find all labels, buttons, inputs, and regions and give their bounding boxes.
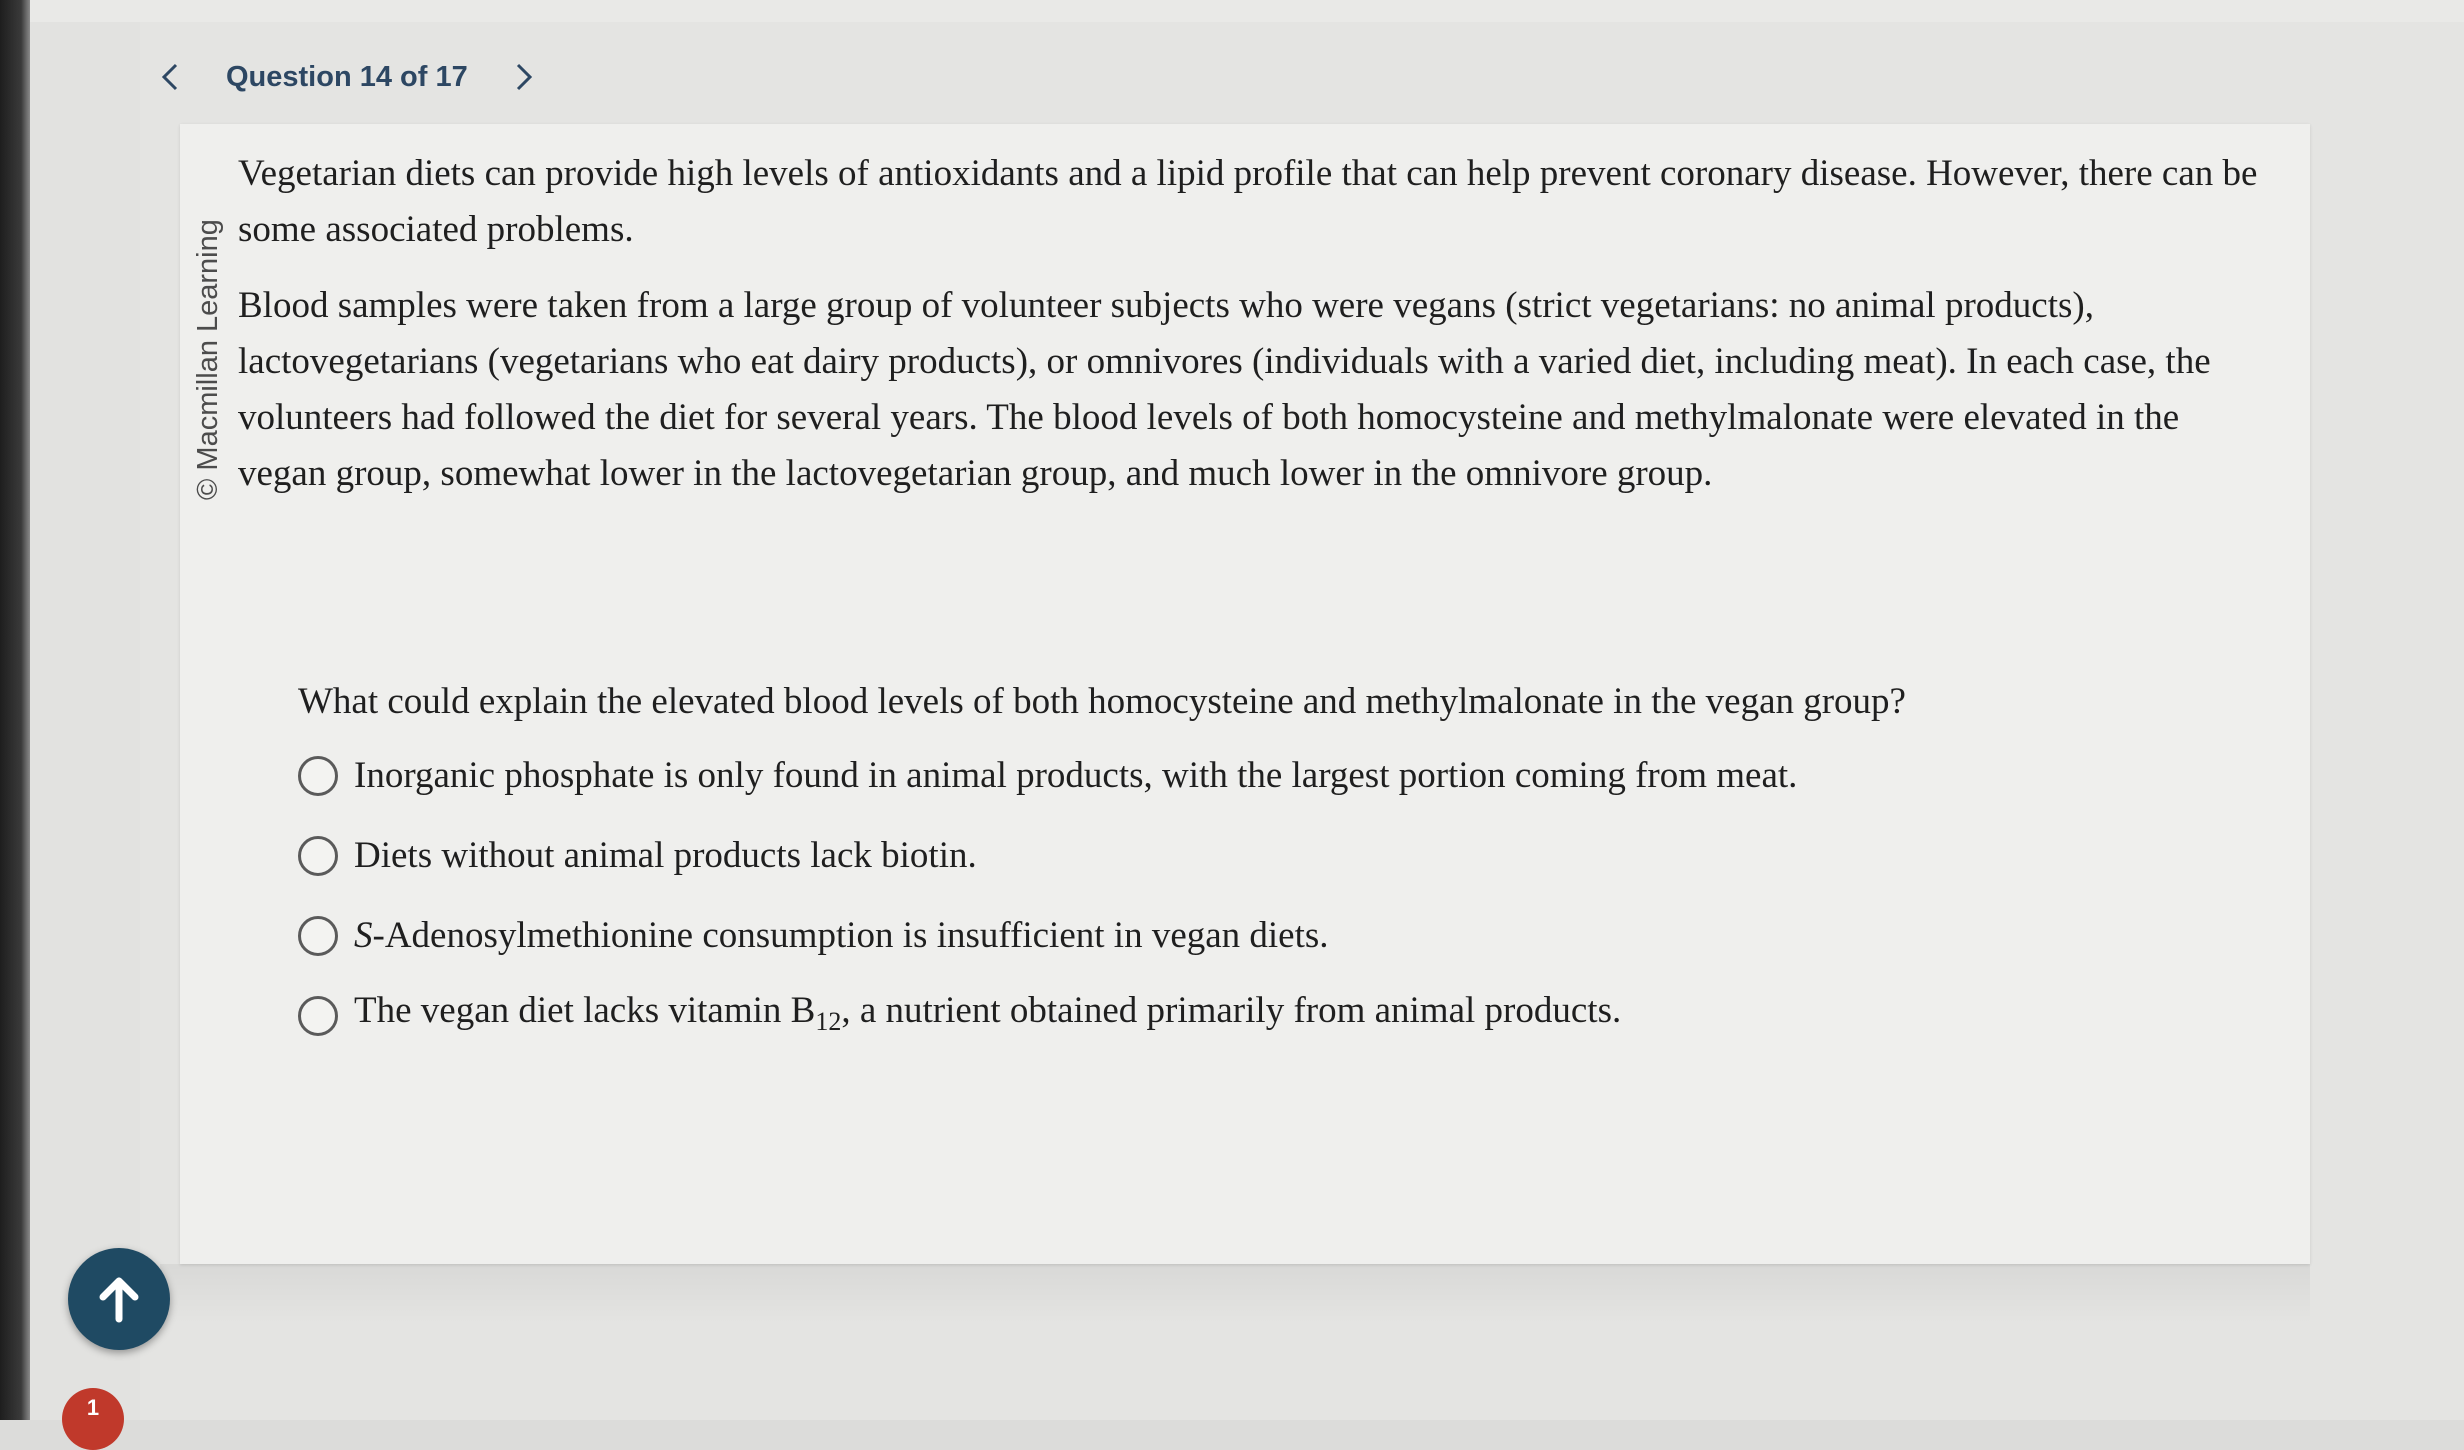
answer-option-3[interactable]	[298, 902, 2198, 970]
answer-option-after: , a nutrient obtained primarily from animal products.	[841, 989, 1622, 1031]
notification-badge[interactable]: 1	[62, 1388, 124, 1450]
answer-option-text	[354, 985, 1621, 1048]
copyright-label	[186, 160, 230, 500]
passage-paragraph-2: Blood samples were taken from a large group of volunteer subjects who were vegans (strict vegetarians: no animal products), lactovegetarians (vegetarians who eat dairy products), or omnivores (individuals with a varied diet, including meat). In each case, the volunteers had followed the diet for several years. The blood levels of both homocysteine and methylmalonate were elevated in the vegan group, somewhat lower in the lactovegetarian group, and much lower in the omnivore group.	[238, 285, 2211, 494]
chevron-left-icon[interactable]	[150, 57, 190, 97]
answer-option-1[interactable]	[298, 742, 2198, 810]
question-navigation	[150, 52, 544, 102]
question-prompt: What could explain the elevated blood levels of both homocysteine and methylmalonate in the vegan group?	[298, 681, 1906, 722]
device-bezel	[0, 0, 30, 1420]
answer-option-4[interactable]	[298, 982, 2198, 1050]
italic-prefix: S	[354, 915, 373, 956]
answer-option-rest: -Adenosylmethionine consumption is insufficient in vegan diets.	[372, 915, 1329, 956]
left-rail	[30, 22, 140, 1420]
radio-button[interactable]	[298, 916, 338, 956]
question-passage	[238, 146, 2268, 522]
answer-option-text: Inorganic phosphate is only found in animal products, with the largest portion coming from meat.	[354, 755, 1798, 796]
multiple-choice-question	[298, 676, 2198, 1062]
scroll-to-top-button[interactable]	[68, 1248, 170, 1350]
copyright-text: © Macmillan Learning	[192, 219, 224, 500]
answer-option-text	[354, 910, 1329, 962]
top-edge	[30, 0, 2464, 24]
arrow-up-icon	[89, 1269, 149, 1329]
radio-button[interactable]	[298, 836, 338, 876]
answer-option-2[interactable]	[298, 822, 2198, 890]
radio-button[interactable]	[298, 996, 338, 1036]
answer-option-before: The vegan diet lacks vitamin B	[354, 989, 816, 1031]
answer-option-text: Diets without animal products lack biotin.	[354, 835, 977, 876]
question-counter: Question 14 of 17	[226, 60, 468, 93]
card-shadow	[160, 1264, 2310, 1324]
chevron-right-icon[interactable]	[504, 57, 544, 97]
subscript: 12	[815, 1006, 842, 1036]
radio-button[interactable]	[298, 756, 338, 796]
passage-paragraph-1: Vegetarian diets can provide high levels of antioxidants and a lipid profile that can help prevent coronary disease. However, there can be some associated problems.	[238, 153, 2258, 250]
